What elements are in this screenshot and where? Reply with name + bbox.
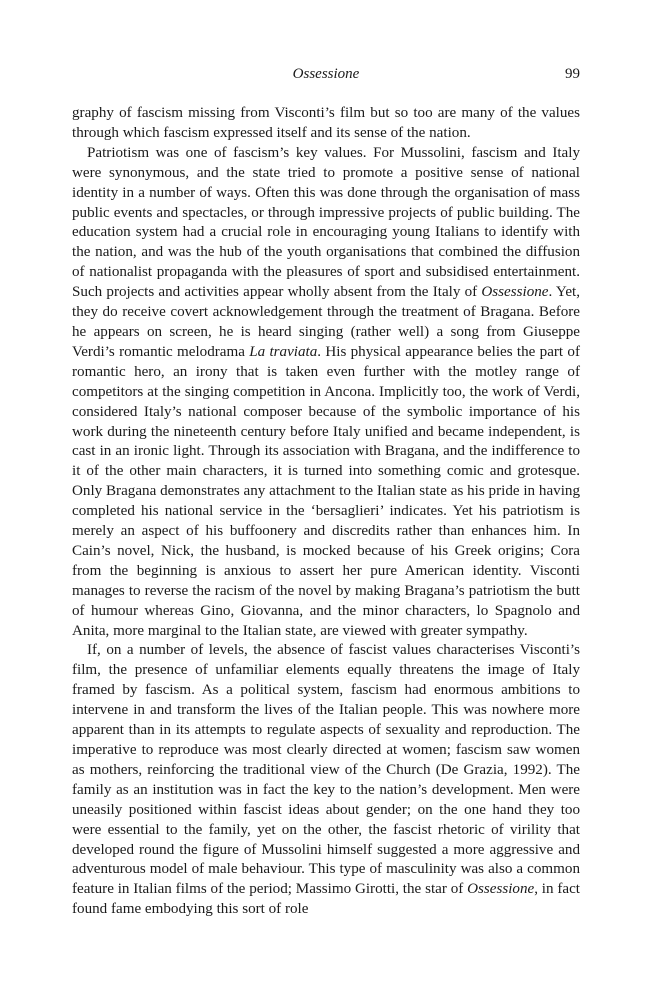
- text-segment: Patriotism was one of fascism’s key values. For Mussolini, fascism and Italy were synonymous, and the state tried to promote a positive sense of national identity in a number of ways. Often this was done through the organisation of mass public events and spectacles, or through impressive projects of public building. The education system had a crucial role in encouraging young Italians to identify with the nation, and was the hub of the youth organisations that combined the diffusion of nationalist propaganda with the pleasures of sport and subsidised entertainment. Such projects and activities appear wholly absent from the Italy of: [72, 144, 580, 301]
- text-segment: , in fact found fame embodying this sort of role: [72, 881, 580, 918]
- book-page: [72, 66, 580, 920]
- body-text: [72, 104, 580, 920]
- page-number: 99: [565, 66, 580, 82]
- film-title: Ossessione: [481, 284, 549, 301]
- text-segment: . His physical appearance belies the part of romantic hero, an irony that is taken even further with the motley range of competitors at the singing competition in Ancona. Implicitly too, the work of Verdi, considered Italy’s national composer because of the symbolic importance of his work during the nineteenth century before Italy unified and became independent, is cast in an ironic light. Through its association with Bragana, and the indifference to it of the other main characters, it is turned into something comic and grotesque. Only Bragana demonstrates any attachment to the Italian state as his pride in having completed his national service in the ‘bersaglieri’ indicates. Yet his patriotism is merely an aspect of his buffoonery and discredits rather than enhances him. In Cain’s novel, Nick, the husband, is mocked because of his Greek origins; Cora from the beginning is anxious to assert her pure American identity. Visconti manages to reverse the racism of the novel by making Bragana’s patriotism the butt of humour whereas Gino, Giovanna, and the minor characters, lo Spagnolo and Anita, more marginal to the Italian state, are viewed with greater sympathy.: [72, 343, 580, 639]
- paragraph-absence: [72, 641, 580, 920]
- text-segment: graphy of fascism missing from Visconti’s film but so too are many of the values through which fascism expressed itself and its sense of the nation.: [72, 105, 580, 141]
- paragraph-patriotism: [72, 144, 580, 642]
- paragraph-continuation: [72, 104, 580, 144]
- opera-title: La traviata: [249, 343, 318, 360]
- text-segment: . Yet, they do receive covert acknowledgement through the treatment of Bragana. Before he appears on screen, he is heard singing (rather well) a song from Giuseppe Verdi’s romantic melodrama: [72, 284, 580, 360]
- running-title: Ossessione: [292, 66, 360, 82]
- text-segment: If, on a number of levels, the absence of fascist values characterises Visconti’s film, the presence of unfamiliar elements equally threatens the image of Italy framed by fascism. As a political system, fascism had enormous ambitions to intervene in and transform the lives of the Italian people. This was nowhere more apparent than in its attempts to regulate aspects of sexuality and reproduction. The imperative to reproduce was most clearly directed at women; fascism saw women as mothers, reinforcing the traditional view of the Church (De Grazia, 1992). The family as an institution was in fact the key to the nation’s development. Men were uneasily positioned within fascist ideas about gender; on the one hand they too were essential to the family, yet on the other, the fascist rhetoric of virility that developed round the figure of Mussolini himself suggested a more aggressive and adventurous model of male behaviour. This type of masculinity was also a common feature in Italian films of the period; Massimo Girotti, the star of: [72, 642, 580, 898]
- film-title: Ossessione: [467, 881, 535, 898]
- running-header: [72, 66, 580, 86]
